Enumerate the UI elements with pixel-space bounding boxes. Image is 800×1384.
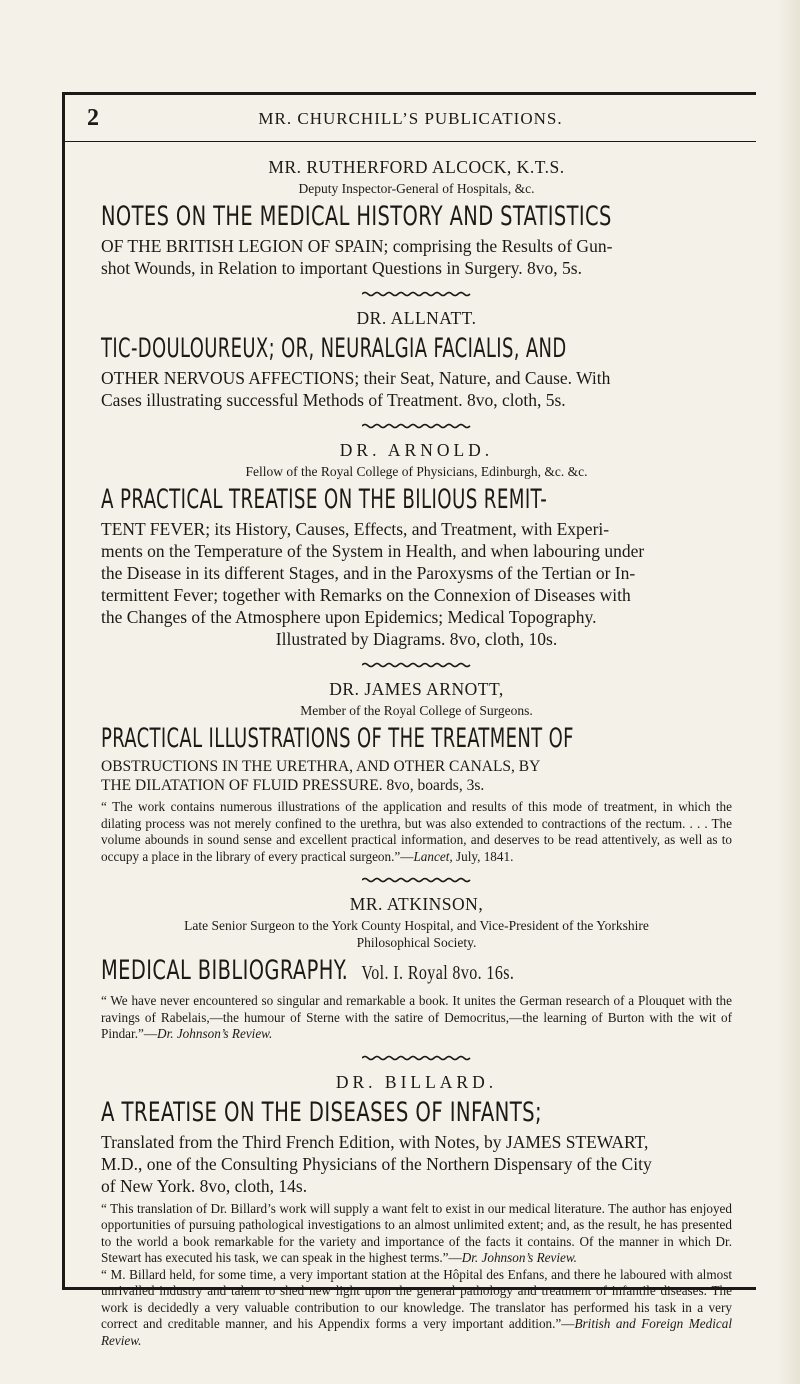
entry-credit: Fellow of the Royal College of Physicians, Edinburgh, &c. &c. — [245, 464, 588, 479]
page-edge — [778, 0, 800, 1384]
entry-arnott — [101, 678, 732, 865]
entry-author: MR. RUTHERFORD ALCOCK, K.T.S. — [268, 157, 565, 177]
entry-arnold — [101, 439, 732, 650]
entry-author: DR. ALLNATT. — [356, 308, 477, 328]
entry-author: MR. ATKINSON, — [349, 894, 484, 914]
ornament-divider — [362, 877, 472, 883]
entry-author: DR. ARNOLD. — [339, 440, 494, 460]
entry-credit: Member of the Royal College of Surgeons. — [300, 703, 533, 718]
ornament-divider — [362, 1055, 472, 1061]
entry-billard — [101, 1071, 732, 1350]
entry-description: OTHER NERVOUS AFFECTIONS; their Seat, Nature, and Cause. With Cases illustrating successful Methods of Treatment. 8vo, cloth, 5s. — [101, 368, 611, 410]
entry-credit: Deputy Inspector-General of Hospitals, &c. — [298, 181, 535, 196]
page-content — [65, 142, 756, 1349]
book-page — [62, 92, 756, 1348]
entry-atkinson — [101, 893, 732, 1043]
review-quote: “ M. Billard held, for some time, a very important station at the Hôpital des Enfans, and there he laboured with almost unrivalled industry and talent to shed new light upon the general pathology and treatment of infantile diseases. The work is decidedly a very valuable contribution to our knowledge. The translator has performed his task in a very correct and creditable manner, and his Appendix forms a very important addition.”—British and Foreign Medical Review. — [101, 1266, 732, 1348]
entry-title: TIC-DOULOUREUX; OR, NEURALGIA FACIALIS, AND — [101, 333, 567, 364]
entry-alcock — [101, 156, 732, 279]
review-quote: “ This translation of Dr. Billard’s work will supply a want felt to exist in our medical literature. The author has enjoyed opportunities of pursuing pathological investigations to an almost unlimited extent; and, as the result, he has presented to the world a book remarkable for the variety and importance of the facts it contains. Of the manner in which Dr. Stewart has executed his task, we can speak in the highest terms.”—Dr. Johnson’s Review. — [101, 1200, 732, 1265]
entry-allnatt — [101, 307, 732, 411]
entry-description: OF THE BRITISH LEGION OF SPAIN; comprising the Results of Gun- shot Wounds, in Relation to important Questions in Surgery. 8vo, 5s. — [101, 236, 613, 278]
entry-title-suffix: Vol. I. Royal 8vo. 16s. — [361, 962, 515, 984]
entry-title: A TREATISE ON THE DISEASES OF INFANTS; — [101, 1096, 543, 1128]
entry-title: A PRACTICAL TREATISE ON THE BILIOUS REMIT- — [101, 484, 548, 515]
quote-source: Dr. Johnson’s Review. — [461, 1250, 577, 1265]
review-quote: “ The work contains numerous illustrations of the application and results of this mode of treatment, in which the dilating process was not merely confined to the urethra, but was also extended to contractions of the rectum. . . . The volume abounds in sound sense and excellent practical information, and deserves to be read attentively, as well as to occupy a place in the library of every practical surgeon.”—Lancet, July, 1841. — [101, 799, 732, 864]
review-quote: “ We have never encountered so singular and remarkable a book. It unites the German research of a Plouquet with the ravings of Rabelais,—the humour of Sterne with the satire of Democritus,—the learning of Burton with the wit of Pindar.”—Dr. Johnson’s Review. — [101, 993, 732, 1041]
entry-author: DR. BILLARD. — [335, 1071, 498, 1092]
ornament-divider — [362, 423, 472, 429]
entry-description: OBSTRUCTIONS IN THE URETHRA, AND OTHER CANALS, BY THE DILATATION OF FLUID PRESSURE. 8vo, boards, 3s. — [101, 758, 541, 794]
entry-author: DR. JAMES ARNOTT, — [329, 679, 504, 699]
entry-title: MEDICAL BIBLIOGRAPHY. Vol. I. Royal 8vo. 16s. — [101, 955, 515, 986]
running-header — [65, 95, 756, 142]
entry-title: NOTES ON THE MEDICAL HISTORY AND STATISTICS — [101, 201, 612, 232]
page-number: 2 — [87, 105, 99, 131]
quote-source: Lancet, — [413, 848, 453, 864]
entry-description: Translated from the Third French Edition, with Notes, by JAMES STEWART, M.D., one of the Consulting Physicians of the Northern Dispensary of the City of New York. 8vo, cloth, 14s. — [101, 1131, 652, 1196]
entry-credit: Late Senior Surgeon to the York County Hospital, and Vice-President of the Yorkshire Philosophical Society. — [184, 918, 649, 950]
quote-source: Dr. Johnson’s Review. — [157, 1026, 273, 1041]
entry-title: PRACTICAL ILLUSTRATIONS OF THE TREATMENT OF — [101, 723, 574, 754]
ornament-divider — [362, 291, 472, 297]
running-title: MR. CHURCHILL’S PUBLICATIONS. — [258, 109, 563, 128]
ornament-divider — [362, 662, 472, 668]
entry-description: TENT FEVER; its History, Causes, Effects, and Treatment, with Experi- ments on the Temperature of the System in Health, and when labouring under the Disease in its different Stages, and in the Paroxysms of the Tertian or In- termittent Fever; together with Remarks on the Connexion of Diseases with the Changes of the Atmosphere upon Epidemics; Medical Topography. Illustrated by Diagrams. 8vo, cloth, 10s. — [101, 519, 645, 649]
quote-source: British and Foreign Medical Review. — [101, 1316, 732, 1348]
